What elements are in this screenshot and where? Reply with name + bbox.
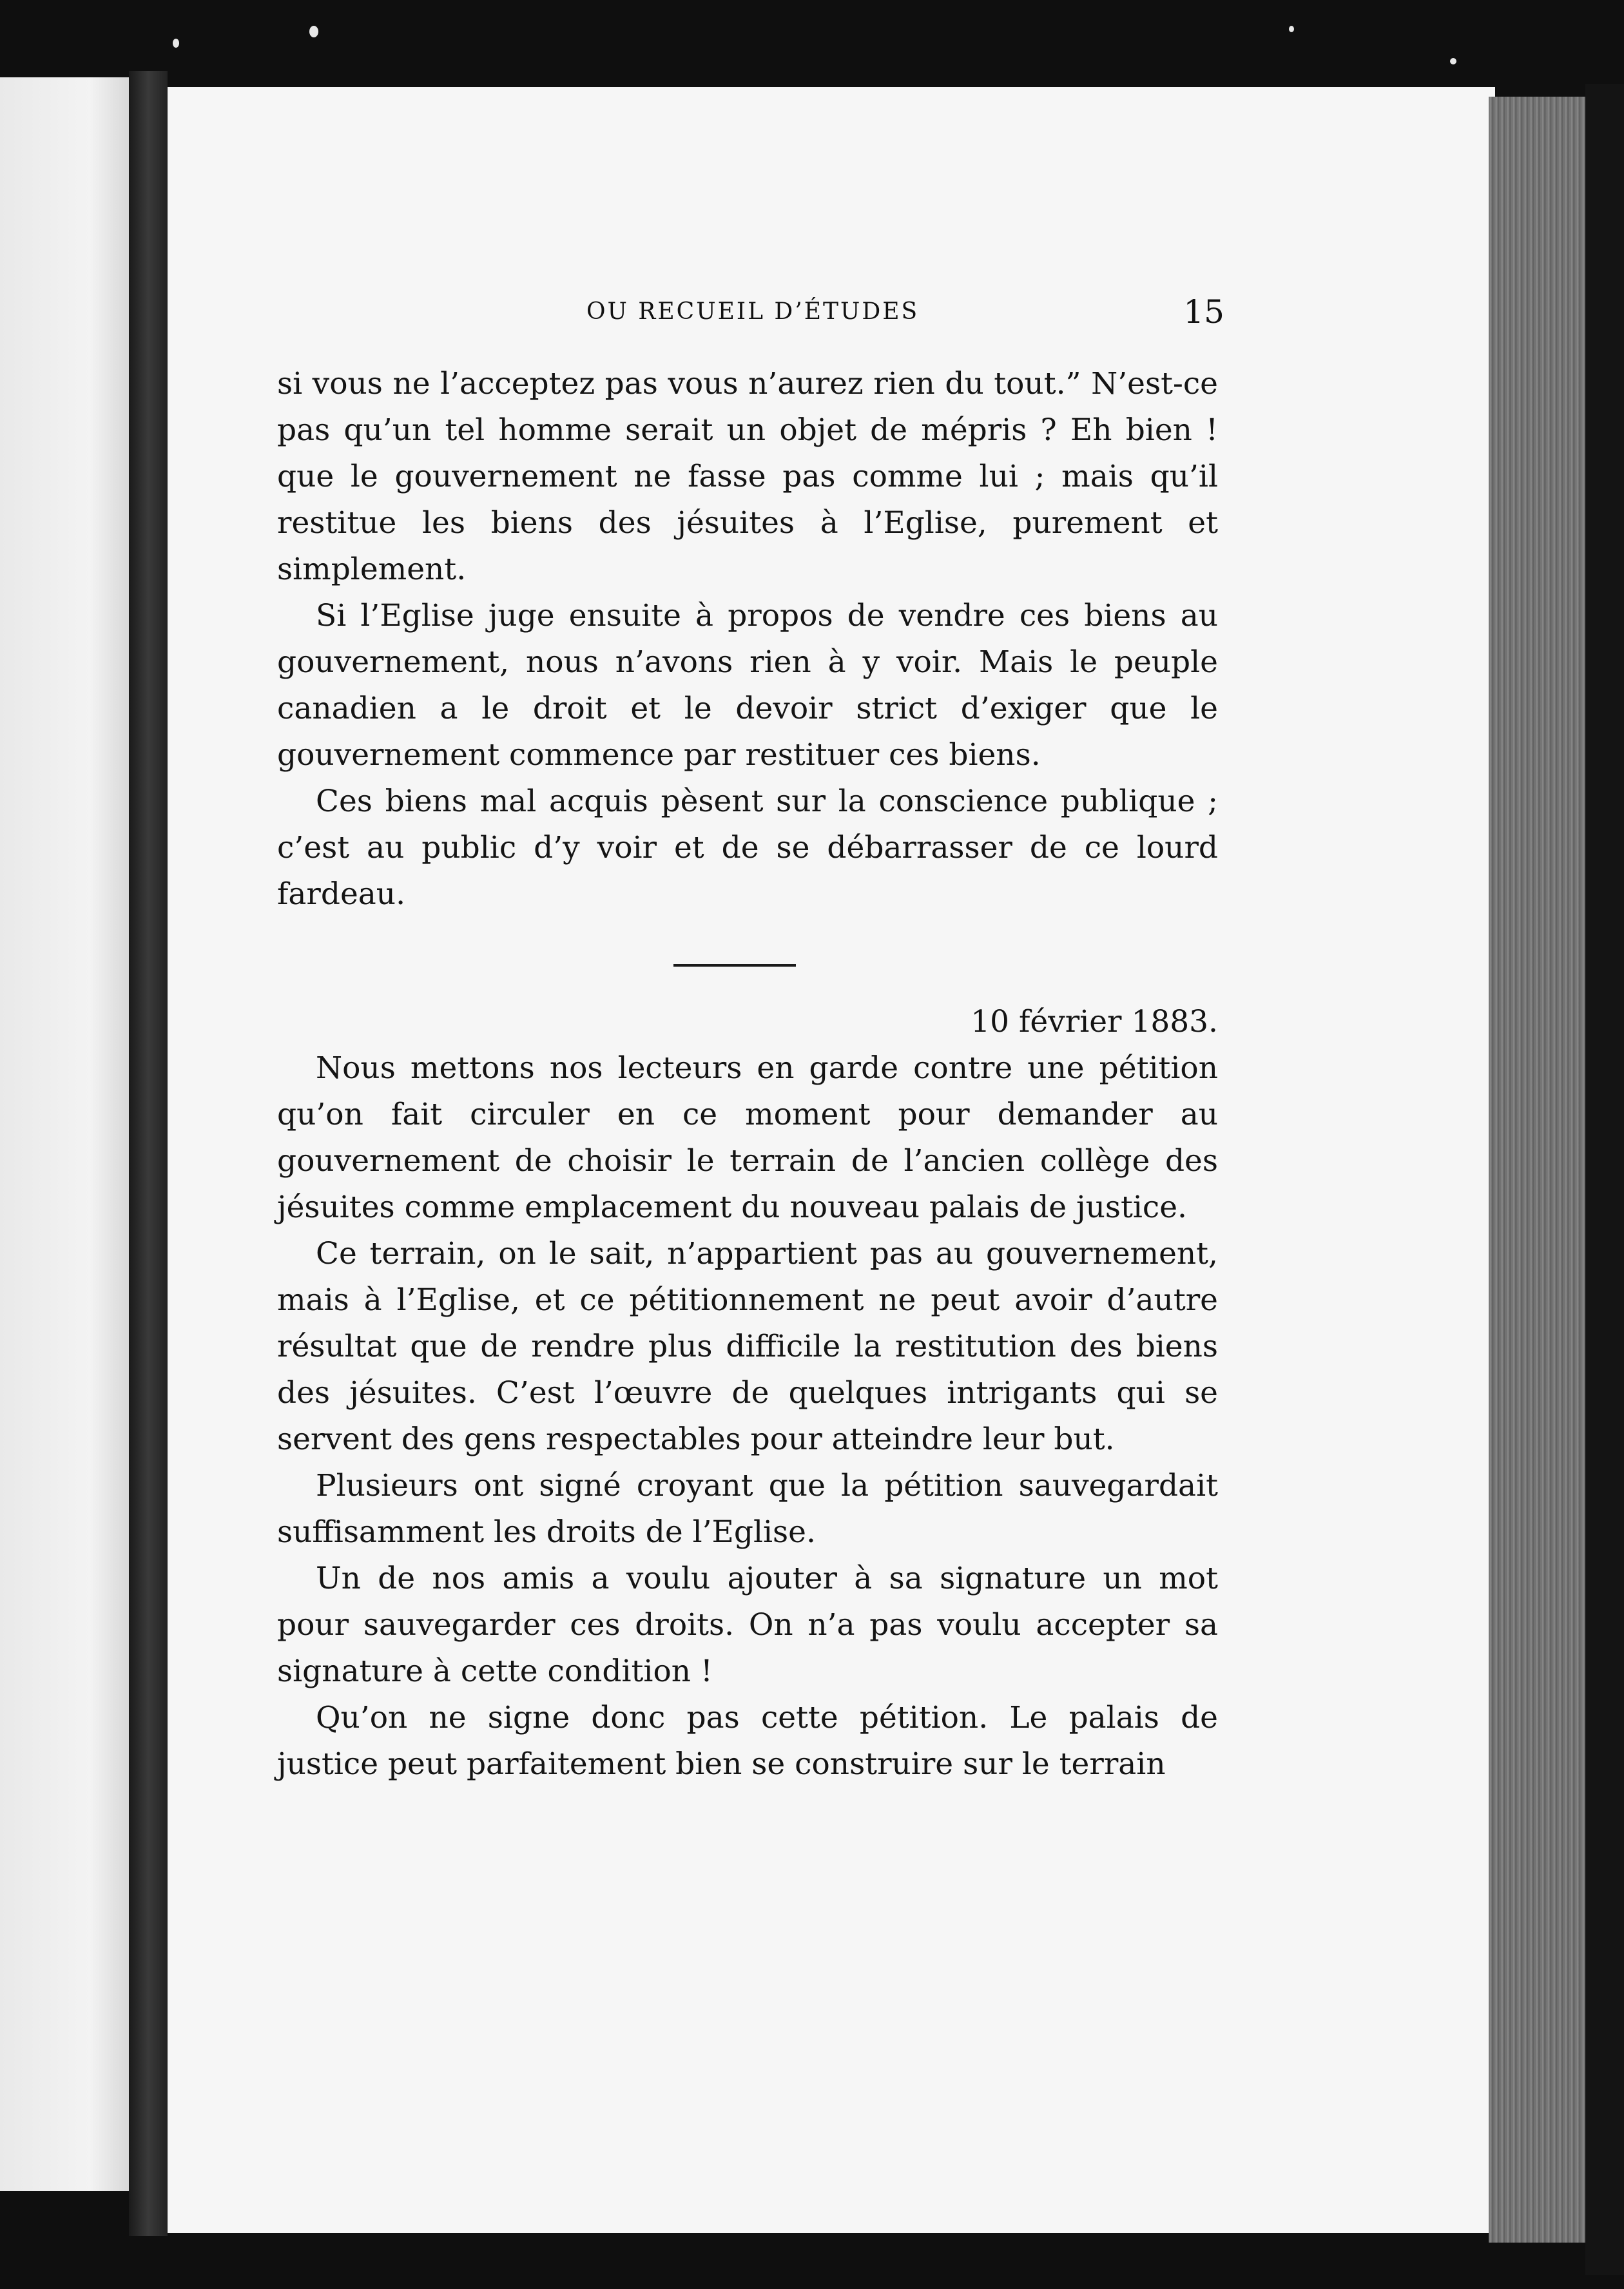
paragraph: Ce terrain, on le sait, n’appartient pas au gouvernement, mais à l’Eglise, et ce pétitionnement ne peut avoir d’autre résultat que de rendre plus difficile la restitution des biens des jésuites. C’est l’œuvre de quelques intrigants qui se servent des gens respectables pour atteindre leur but. <box>277 1236 1218 1457</box>
page-fore-edge <box>1489 97 1592 2243</box>
running-title: OU RECUEIL D’ÉTUDES <box>586 298 920 325</box>
paragraph: si vous ne l’acceptez pas vous n’aurez rien du tout.” N’est-ce pas qu’un tel homme serait un objet de mépris ? Eh bien ! que le gouvernement ne fasse pas comme lui ; mais qu’il restitue les biens des jésuites à l’Eglise, purement et simplement. <box>277 366 1218 587</box>
scan-speck <box>1450 58 1456 64</box>
paragraph: Si l’Eglise juge ensuite à propos de vendre ces biens au gouvernement, nous n’avons rien à y voir. Mais le peuple canadien a le droit et le devoir strict d’exiger que le gouvernement commence par restituer ces biens. <box>277 598 1218 773</box>
page-header <box>284 293 1224 338</box>
page-number: 15 <box>1183 293 1224 331</box>
scan-speck <box>309 26 318 37</box>
section-separator <box>673 964 796 967</box>
edge-shadow <box>1585 84 1624 2275</box>
facing-page-edge <box>0 77 129 2191</box>
paragraph: Qu’on ne signe donc pas cette pétition. Le palais de justice peut parfaitement bien se construire sur le terrain <box>277 1700 1218 1782</box>
scan-speck <box>173 39 179 48</box>
paragraph: Ces biens mal acquis pèsent sur la conscience publique ; c’est au public d’y voir et de se débarrasser de ce lourd fardeau. <box>277 784 1218 912</box>
paragraph: Un de nos amis a voulu ajouter à sa signature un mot pour sauvegarder ces droits. On n’a pas voulu accepter sa signature à cette condition ! <box>277 1561 1218 1689</box>
scan-speck <box>1289 26 1294 32</box>
paragraph: Nous mettons nos lecteurs en garde contre une pétition qu’on fait circuler en ce moment pour demander au gouvernement de choisir le terrain de l’ancien collège des jésuites comme emplacement du nouveau palais de justice. <box>277 1050 1218 1225</box>
paragraph: Plusieurs ont signé croyant que la pétition sauvegardait suffisamment les droits de l’Eglise. <box>277 1468 1218 1550</box>
page-body <box>277 361 1218 1788</box>
book-gutter <box>129 71 168 2236</box>
article-date: 10 février 1883. <box>971 1004 1218 1039</box>
